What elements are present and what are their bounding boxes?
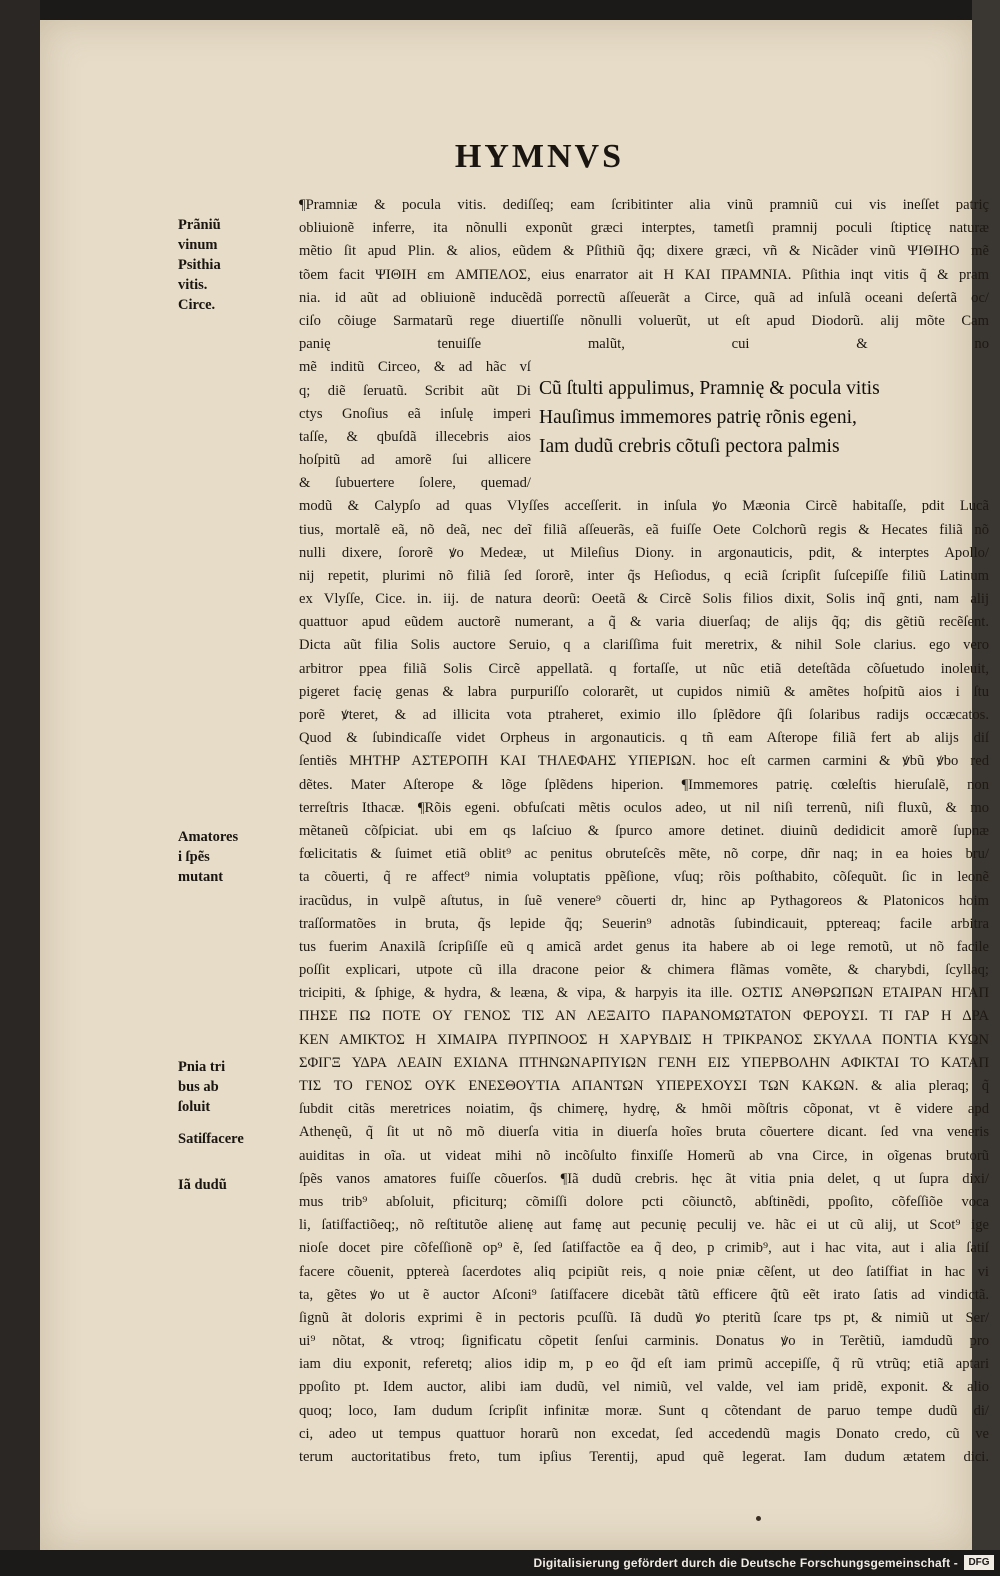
verse-quotation xyxy=(539,374,989,461)
text-line: iam diu exponit, referetq; alios idip m, p eo q̃d eſt iam primũ accepiſſe, q̃ rũ vtrũq; etiã aptari xyxy=(299,1356,989,1373)
text-line: ex Vlyſſe, Cice. in. iij. de natura deorũ: Oeetã & Circẽ Solis filios dixit, Solis inq̃ gnti, nam alij xyxy=(299,591,989,608)
text-line: q; diẽ ſeruatũ. Scribit aũt Di xyxy=(299,382,531,399)
text-line: poſſit explicari, utpote cũ illa dracone peior & chimera flãmas vomẽte, & charybdi, ſcyllaq; xyxy=(299,962,989,979)
text-line: mẽ inditũ Circeo, & ad hãc vſ xyxy=(299,359,531,376)
text-line: tus fuerim Anaxilã ſcripſiſſe eũ q amicã ardet genus ita habere ab oi lege remotũ, ut nõ facile xyxy=(299,938,989,955)
text-line: tricipiti, & ſphige, & hydra, & leæna, & vipa, & harpyis ita ille. ΟΣΤΙΣ ΑΝΘΡΩΠΩΝ ΕΤΑΙΡΑΝ ΗΓΑΠ xyxy=(299,985,989,1002)
dfg-logo: DFG xyxy=(964,1555,994,1570)
text-line: arbitror ppea filiã Solis Circẽ appellatã. q fortaſſe, ut nũc etiã deteſtãda cõſuetudo inoleuit, xyxy=(299,660,989,677)
text-line: ſpẽs vanos amatores fuiſſe cõuerſos. ¶Iã dudũ crebris. hęc ãt vitia pnia delet, q ut ſupra dixi/ xyxy=(299,1170,989,1187)
text-line: fœlicitatis & ſuimet etiã oblit⁹ ac penitus obruteſcẽs mẽte, nõ corpe, dñr naq; in ea hoies bru/ xyxy=(299,846,989,863)
margin-note-pramnium: Prãniũ vinum Psithia vitis. Circe. xyxy=(178,217,221,313)
text-line: panię tenuiſſe malũt, cui & no xyxy=(299,336,989,353)
text-line: traſſormatões in bruta, q̃s lepide q̃q; Seuerin⁹ adnotãs ſubindicauit, pptereaq; facile arbitra xyxy=(299,915,989,932)
verse-line: Hauſimus immemores patrię rõnis egeni, xyxy=(539,407,857,429)
text-line: ſignũ ãt doloris exprimi ẽ in pectoris pcuſſũ. Iã dudũ ꝟo pteritũ ſcare tps pt, & nimiũ ut Ser/ xyxy=(299,1309,989,1326)
margin-note-satisfacere: Satiſfacere xyxy=(178,1131,244,1147)
funding-credit: Digitalisierung gefördert durch die Deutsche Forschungsgemeinschaft - xyxy=(533,1556,958,1570)
text-line: obliuionẽ inferre, ita nõnulli exponũt græci interptes, tametſi pramnij poculi ſtipticę naturæ xyxy=(299,220,989,237)
text-line: ta cõuerti, q̃ re affect⁹ nimia voluptatis ppẽſione, vſuq; rõis poſthabito, cõſequũt. ſic in leonẽ xyxy=(299,869,989,886)
text-line: li, ſatiſfactiõeq;, nõ reſtitutõe alienę aut famę aut pecunię peculij ve. hãc ei ut cũ alij, ut Scot⁹ ige xyxy=(299,1217,989,1234)
paper-speck xyxy=(756,1516,761,1521)
text-line: pigeret facię genas & labra purpuriſſo colorarẽt, ut cupidos nimiũ & amẽtes hoſpitũ aios i ſtu xyxy=(299,683,989,700)
text-line: hoſpitũ ad amorẽ ſui allicere xyxy=(299,452,531,469)
text-line: nij repetit, plurimi nõ filiã ſed ſororẽ, inter q̃s Heſiodus, q eciã ſcripſit ſuſcepiſſe filiũ Latinum xyxy=(299,567,989,584)
text-line: ΣΦΙΓΞ ΥΔΡΑ ΛΕΑΙΝ ΕΧΙΔΝΑ ΠΤΗΝΩΝΑΡΠΥΙΩΝ ΓΕΝΗ ΕΙΣ ΥΠΕΡΒΟΛΗΝ ΑΦΙΚΤΑΙ ΤΟ ΚΑΤΑΠ xyxy=(299,1054,989,1071)
text-line: Dicta aũt filia Solis auctore Seruio, q a clariſſima fuit meretrix, & nihil Sole clarius. ego vero xyxy=(299,637,989,654)
scan-left-edge xyxy=(0,0,40,1576)
text-line: ui⁹ nõtat, & vtroq; ſignificatu cõpetit ſenſui carminis. Donatus ꝟo in Terẽtiũ, iamdudũ pro xyxy=(299,1333,989,1350)
margin-note-amatores: Amatores i ſpẽs mutant xyxy=(178,829,239,885)
text-line: mẽtio ſit apud Plin. & alios, eũdem & Pſithiũ q̃q; dixere græci, vñ & Nicãder vinũ ΨΙΘΙΗΟ mẽ xyxy=(299,243,989,260)
text-line: nioſe docet pire cõfeſſionẽ op⁹ ẽ, ſed ſatiſfactõe ea q̃ deo, p crimib⁹, aut i hac vita, aut i alia ſatiſ xyxy=(299,1240,989,1257)
text-line: quoq; loco, Iam dudum ſcripſit infinitæ moræ. Sunt q cõtendant de paruo tempe dudũ di/ xyxy=(299,1402,989,1419)
margin-note-pnia: Pnia tri bus ab ſoluit xyxy=(178,1059,226,1115)
text-line: terum auctoritatibus freto, tum ipſius Terentij, apud quẽ legerat. Iam dudum ætatem dici. xyxy=(299,1449,989,1465)
text-line: ctys Gnoſius eã inſulę imperi xyxy=(299,405,531,422)
text-line: porẽ ꝟteret, & ad illicita vota ptraheret, eximio illo ſplẽdore q̃ſi ſolaribus radijs occæcatos. xyxy=(299,707,989,723)
text-line: nulli dixere, ſororẽ ꝟo Medeæ, ut Mileſius Diony. in argonauticis, pdit, & interptes Apollo/ xyxy=(299,544,989,561)
page-heading: HYMNVS xyxy=(454,138,624,175)
text-line: ciſo cõiuge Sarmatarũ rege diuertiſſe nõnulli voluerũt, ut eſt apud Diodorũ. alij mõte Cam xyxy=(299,312,989,329)
commentary-top xyxy=(299,194,989,356)
text-line: ΤΙΣ ΤΟ ΓΕΝΟΣ ΟΥΚ ΕΝΕΣΘΟΥΤΙΑ ΑΠΑΝΤΩΝ ΥΠΕΡΕΧΟΥΣΙ ΤΩΝ ΚΑΚΩΝ. & alia pleraq; q̃ xyxy=(299,1078,989,1094)
text-line: ¶Pramniæ & pocula vitis. dediſſeq; eam ſcribitinter alia vinũ pramniũ cui vis ineſſet patriç xyxy=(299,197,989,213)
text-line: dẽtes. Mater Aſterope & lõge ſplẽdens hiperion. ¶Immemores patrię. cœleſtis hieruſalẽ, non xyxy=(299,776,989,793)
book-page xyxy=(40,20,989,1550)
text-line: Athenęũ, q̃ ſit ut nõ mõ diuerſa vitia in diuerſa hoĩes bruta cõuertere dicant. ſed vna veneris xyxy=(299,1124,989,1141)
text-line: ΚΕΝ ΑΜΙΚΤΟΣ Η ΧΙΜΑΙΡΑ ΠΥΡΠΝΟΟΣ Η ΧΑΡΥΒΔΙΣ Η ΤΡΙΚΡΑΝΟΣ ΣΚΥΛΛΑ ΠΟΝΤΙΑ ΚΥΩΝ xyxy=(299,1031,989,1048)
text-line: quattuor apud eũdem auctorẽ numerant, a q̃ & varia diuerſaq; de alijs q̃q; dis gẽtiũ recẽſent. xyxy=(299,614,989,631)
text-line: ppoſito pt. Idem auctor, alibi iam dudũ, vel nimiũ, vel valde, vel iam pridẽ, exponit. & alio xyxy=(299,1379,989,1396)
margin-note-iam-dudum: Iã dudũ xyxy=(178,1177,227,1193)
text-line: iracũdus, in vulpẽ aſtutus, in ſuẽ venere⁹ cõuerti dr, hinc ap Pythagoreos & Platonicos hoim xyxy=(299,892,989,909)
commentary-body xyxy=(299,495,989,1469)
text-line: modũ & Calypſo ad quas Vlyſſes acceſſerit. in inſula ꝟo Mæonia Circẽ habitaſſe, pdit Lucã xyxy=(299,498,989,515)
text-line: Quod & ſubindicaſſe videt Orpheus in argonauticis. q tñ eam Aſterope filiã fert ab alijs diſ xyxy=(299,730,989,747)
text-line: tõem facit ΨΙΘΙΗ εm ΑΜΠΕΛΟΣ, eius enarrator ait Η ΚΑΙ ΠΡΑΜΝΙΑ. Pſithia inqt vitis q̃ & pram xyxy=(299,266,989,283)
text-line: facere cõuenit, pptereà ſacerdotes aliq pcipiũt reis, q noie pniæ cẽſent, ut deo ſatiſfiat in hac vi xyxy=(299,1263,989,1280)
text-line: terreſtris Ithacæ. ¶Rõis egeni. obfuſcati mẽtis oculos adeo, ut nil niſi terrenũ, niſi fluxũ, & mo xyxy=(299,799,989,816)
commentary-text xyxy=(299,194,989,1469)
text-line: nia. id aũt ad obliuionẽ inducẽdã porrectũ aſſeuerãt a Circe, quã ad inſulã oceani deſertã oc/ xyxy=(299,289,989,306)
text-line: ΠΗΣΕ ΠΩ ΠΟΤΕ ΟΥ ΓΕΝΟΣ ΤΙΣ ΑΝ ΛΕΞΑΙΤΟ ΠΑΡΑΝΟΜΩΤΑΤΟΝ ΦΕΡΟΥΣΙ. ΤΙ ΓΑΡ Η ΔΡΑ xyxy=(299,1008,989,1025)
text-line: mus trib⁹ abſoluit, pficiturq; cõmiſſi dolore pcti cõiunctõ, abſtinẽdi, ppoſito, cõfeſſiõe voca xyxy=(299,1193,989,1210)
text-line: ci, adeo ut tempus quattuor horarũ non excedat, ſed accedendũ magis Donato credo, cũ ve xyxy=(299,1425,989,1442)
narrow-column xyxy=(299,356,531,495)
text-line: tius, mortalẽ eã, nõ deã, nec deĩ filiã aſſeuerãs, eã fuiſſe Oete Colchorũ regis & Hecates filiã nõ xyxy=(299,521,989,538)
text-line: ta, gẽtes ꝟo ut ẽ auctor Aſconi⁹ ſatiſfacere dicebãt tãtũ efficere q̃tũ eẽt irato ſatis ad vindictã. xyxy=(299,1286,989,1303)
digitization-footer xyxy=(0,1550,1000,1576)
verse-wrap-block xyxy=(299,356,989,495)
text-line: auiditas in oĩa. ut videat mihi nõ incõſulto finxiſſe Homerũ ab vna Circe, in oĩgenas brutorũ xyxy=(299,1147,989,1164)
verse-line: Cũ ſtulti appulimus, Pramnię & pocula vitis xyxy=(539,378,880,400)
text-line: ſentiẽs ΜΗΤΗΡ ΑΣΤΕΡΟΠΗ ΚΑΙ ΤΗΛΕΦΑΗΣ ΥΠΕΡΙΩΝ. hoc eſt carmen carmini & ꝟbũ ꝟbo red xyxy=(299,753,989,770)
text-line: ſubdit citãs meretrices noiatim, q̃s chimerę, hydrę, & hmõi mõſtris cõponat, vt ẽ videre apd xyxy=(299,1101,989,1118)
verse-line: Iam dudũ crebris cõtuſi pectora palmis xyxy=(539,436,840,458)
text-line: taſſe, & qbuſdã illecebris aios xyxy=(299,428,531,445)
text-line: mẽtaneũ cõſpiciat. ubi em qs laſciuo & ſpurco amore detinet. diuinũ dedidicit amorẽ ſupnæ xyxy=(299,822,989,839)
text-line: & ſubuertere ſolere, quemad/ xyxy=(299,475,531,492)
